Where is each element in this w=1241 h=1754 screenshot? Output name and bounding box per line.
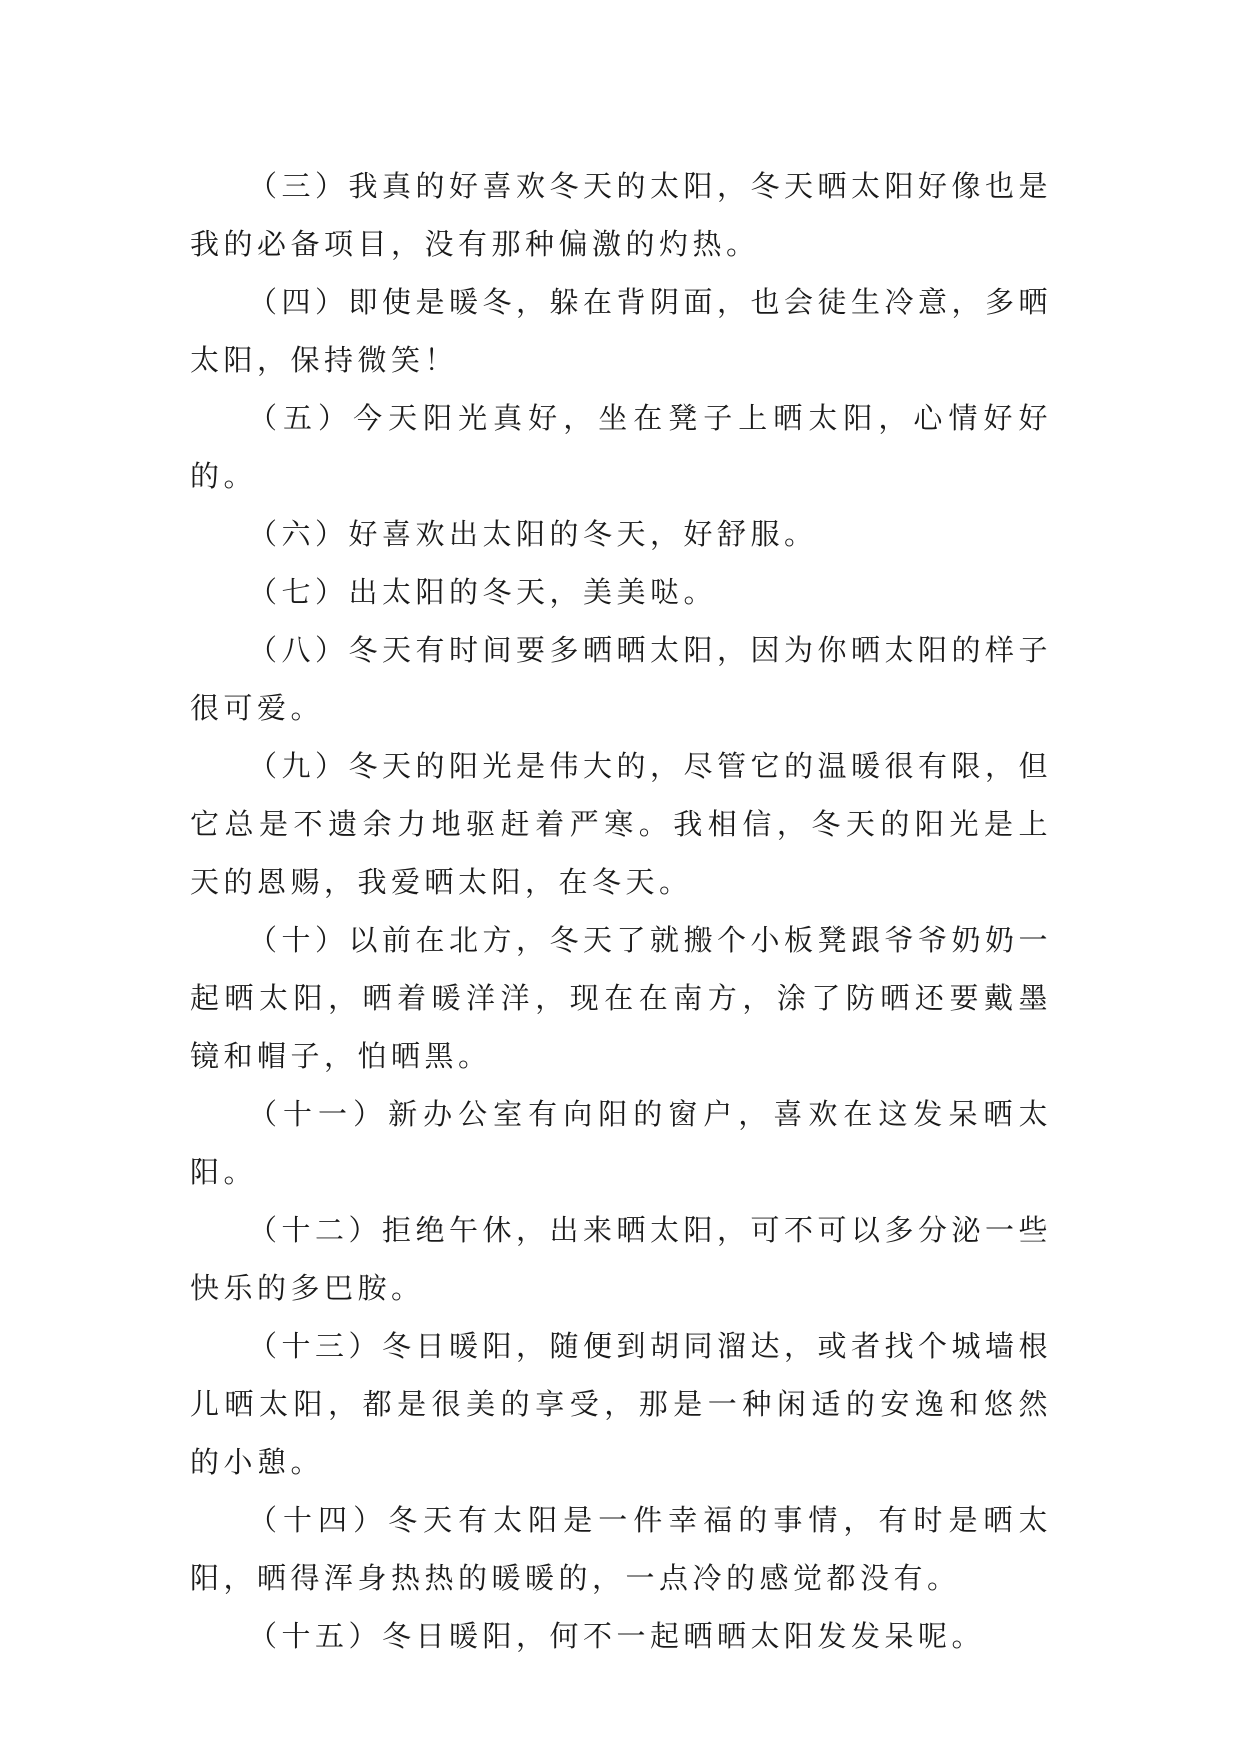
paragraph-12: （十二）拒绝午休，出来晒太阳，可不可以多分泌一些快乐的多巴胺。 <box>190 1213 1053 1305</box>
paragraph-4: （四）即使是暖冬，躲在背阴面，也会徒生冷意，多晒太阳，保持微笑！ <box>190 285 1053 377</box>
paragraph-14: （十四）冬天有太阳是一件幸福的事情，有时是晒太阳，晒得浑身热热的暖暖的，一点冷的感觉都没有。 <box>190 1503 1052 1595</box>
paragraph-7: （七）出太阳的冬天，美美哒。 <box>248 575 718 609</box>
paragraph-13: （十三）冬日暖阳，随便到胡同溜达，或者找个城墙根儿晒太阳，都是很美的享受，那是一种闲适的安逸和悠然的小憩。 <box>190 1329 1053 1479</box>
paragraph-8: （八）冬天有时间要多晒晒太阳，因为你晒太阳的样子很可爱。 <box>190 633 1053 725</box>
paragraph-15: （十五）冬日暖阳，何不一起晒晒太阳发发呆呢。 <box>248 1619 986 1653</box>
paragraph-11: （十一）新办公室有向阳的窗户，喜欢在这发呆晒太阳。 <box>190 1097 1052 1189</box>
paragraph-10: （十）以前在北方，冬天了就搬个小板凳跟爷爷奶奶一起晒太阳，晒着暖洋洋，现在在南方，涂了防晒还要戴墨镜和帽子，怕晒黑。 <box>190 923 1053 1073</box>
paragraph-3: （三）我真的好喜欢冬天的太阳，冬天晒太阳好像也是我的必备项目，没有那种偏激的灼热。 <box>190 169 1053 261</box>
paragraph-5: （五）今天阳光真好，坐在凳子上晒太阳，心情好好的。 <box>190 401 1052 493</box>
paragraph-6: （六）好喜欢出太阳的冬天，好舒服。 <box>248 517 818 551</box>
paragraph-9: （九）冬天的阳光是伟大的，尽管它的温暖很有限，但它总是不遗余力地驱赶着严寒。我相信，冬天的阳光是上天的恩赐，我爱晒太阳，在冬天。 <box>190 749 1053 899</box>
document-body <box>190 157 1052 1665</box>
